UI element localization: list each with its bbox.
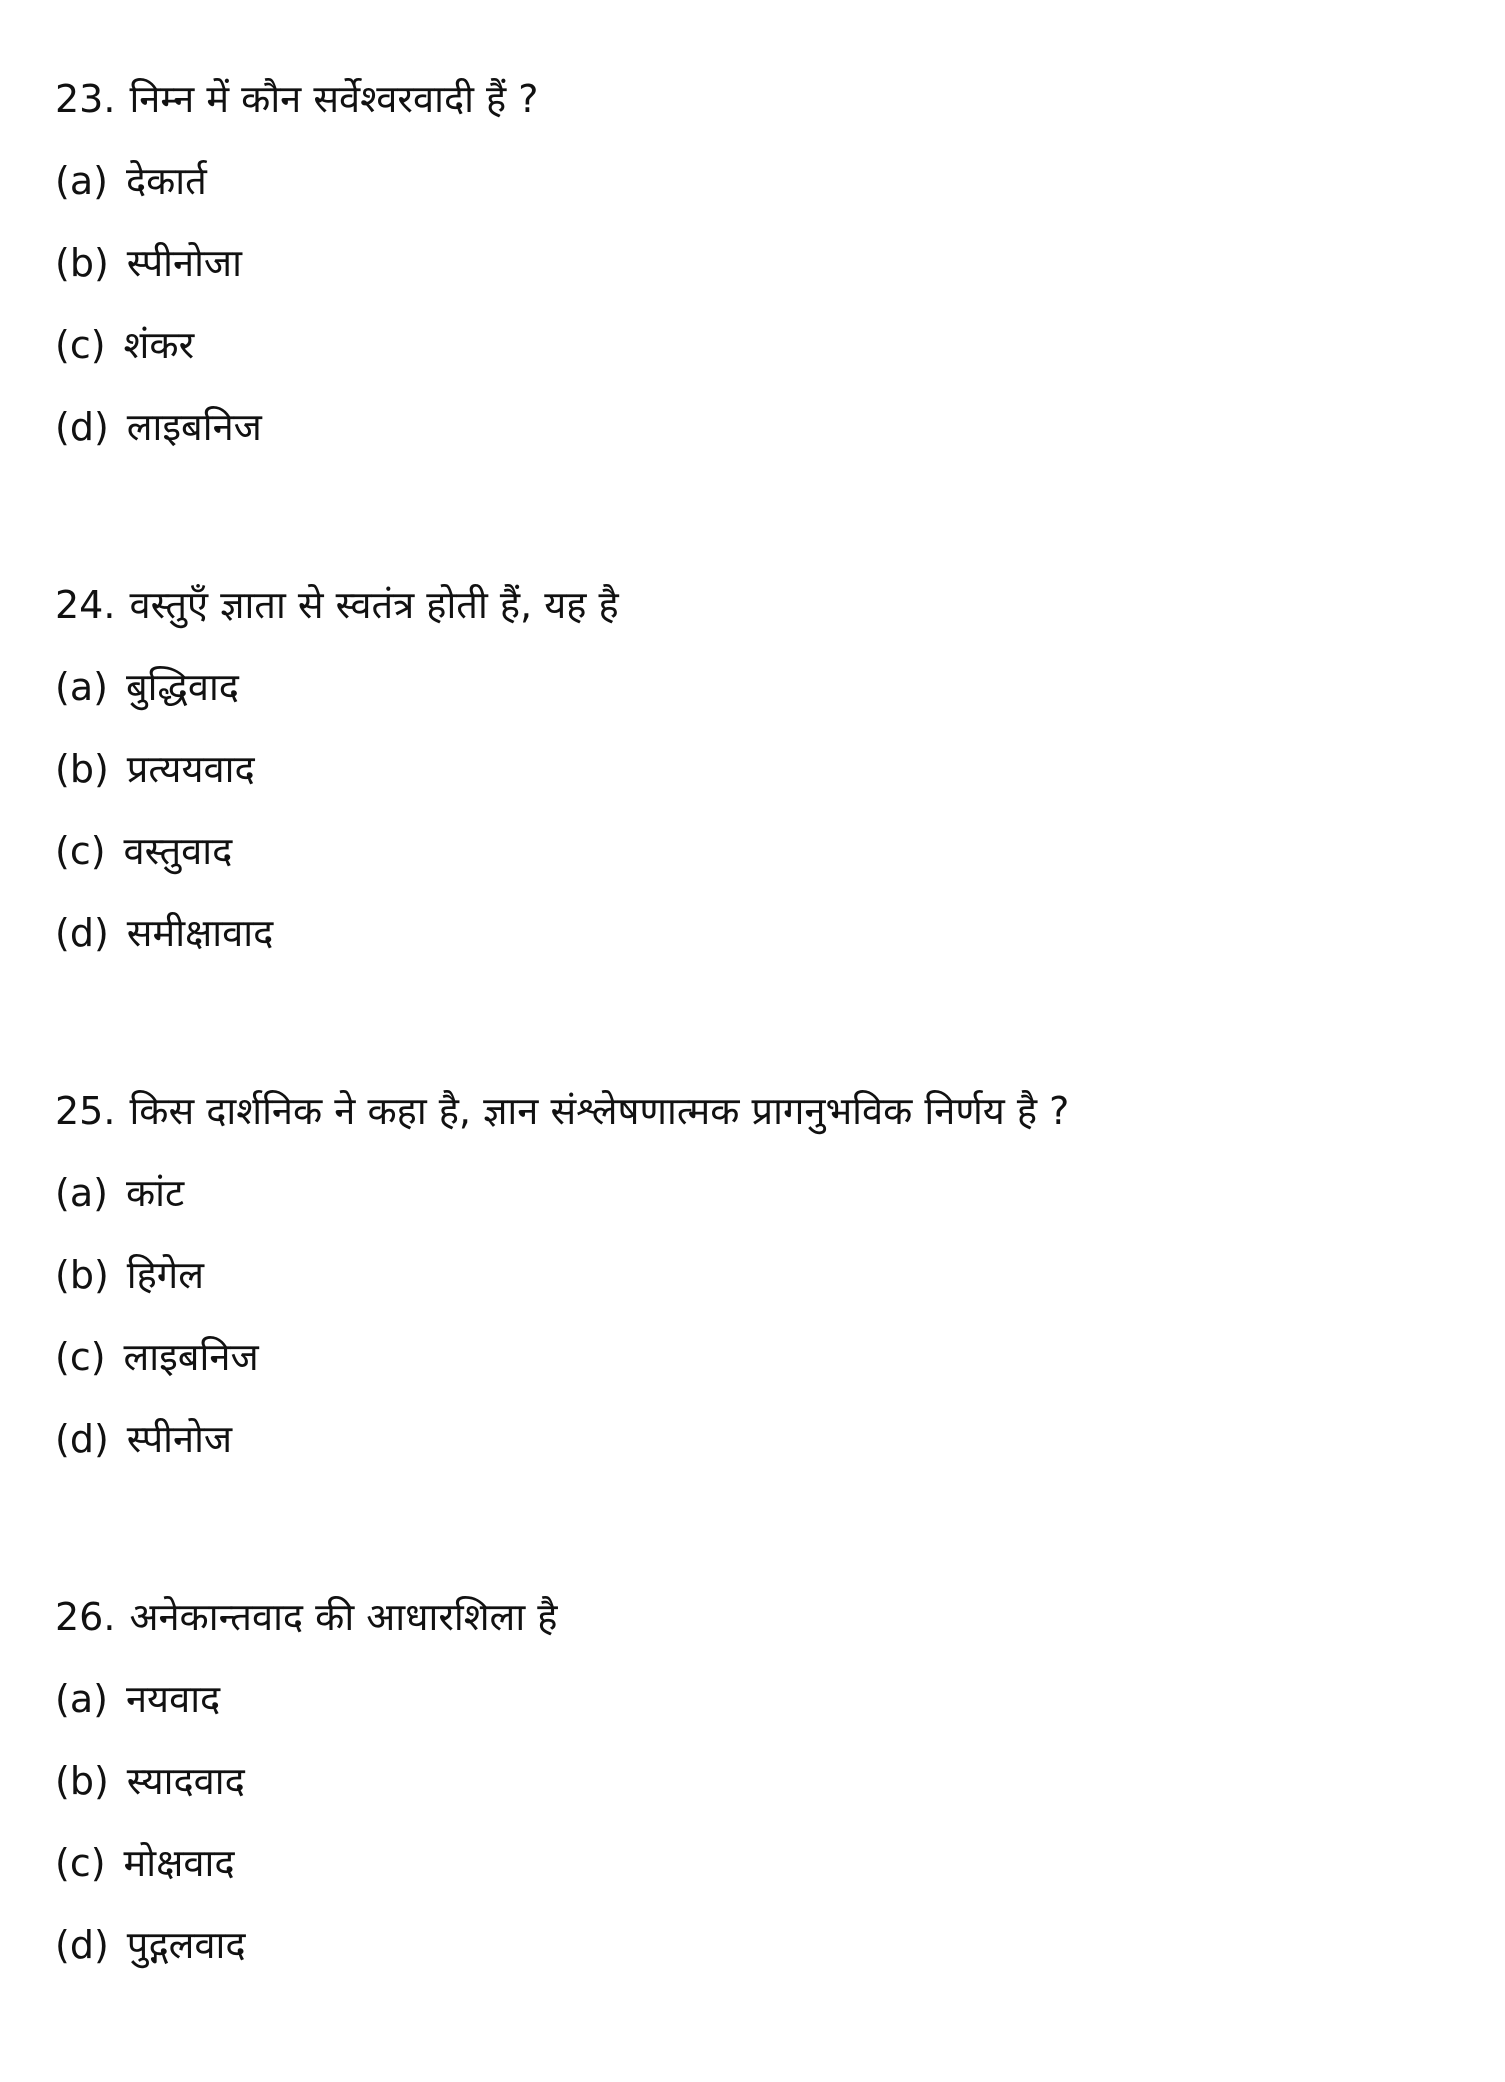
option-label: (b) [55, 747, 109, 791]
question-number: 24. [55, 583, 116, 627]
option-label: (d) [55, 405, 109, 449]
option-b [55, 728, 1455, 810]
option-b [55, 222, 1455, 304]
option-a [55, 646, 1455, 728]
option-label: (d) [55, 1923, 109, 1967]
option-text: समीक्षावाद [126, 911, 274, 955]
option-text: प्रत्ययवाद [126, 747, 255, 791]
option-text: लाइबनिज [126, 405, 262, 449]
option-text: कांट [125, 1171, 185, 1215]
option-b [55, 1740, 1455, 1822]
option-text: स्पीनोज [126, 1417, 233, 1461]
option-label: (c) [55, 1335, 106, 1379]
option-a [55, 1658, 1455, 1740]
option-c [55, 1822, 1455, 1904]
option-text: पुद्गलवाद [126, 1923, 246, 1967]
question-stem [55, 1576, 1455, 1658]
option-text: स्यादवाद [126, 1759, 245, 1803]
question-text: अनेकान्तवाद की आधारशिला है [129, 1595, 558, 1639]
option-label: (c) [55, 829, 106, 873]
question-text: वस्तुएँ ज्ञाता से स्वतंत्र होती हैं, यह है [129, 583, 619, 627]
option-label: (a) [55, 159, 108, 203]
option-label: (a) [55, 665, 108, 709]
option-label: (a) [55, 1171, 108, 1215]
question-stem [55, 58, 1455, 140]
question-number: 25. [55, 1089, 116, 1133]
option-text: हिगेल [126, 1253, 204, 1297]
question-text: निम्न में कौन सर्वेश्वरवादी हैं ? [129, 77, 539, 121]
option-text: मोक्षवाद [123, 1841, 235, 1885]
option-label: (c) [55, 1841, 106, 1885]
option-text: बुद्धिवाद [125, 665, 239, 709]
option-label: (a) [55, 1677, 108, 1721]
question-25 [55, 1070, 1455, 1480]
option-text: शंकर [123, 323, 195, 367]
option-b [55, 1234, 1455, 1316]
option-d [55, 1904, 1455, 1986]
question-stem [55, 564, 1455, 646]
question-number: 23. [55, 77, 116, 121]
option-c [55, 1316, 1455, 1398]
question-text: किस दार्शनिक ने कहा है, ज्ञान संश्लेषणात्मक प्रागनुभविक निर्णय है ? [129, 1089, 1070, 1133]
option-c [55, 304, 1455, 386]
option-label: (b) [55, 1759, 109, 1803]
option-text: लाइबनिज [123, 1335, 259, 1379]
option-a [55, 140, 1455, 222]
question-23 [55, 58, 1455, 468]
question-page [55, 58, 1455, 2082]
option-text: स्पीनोजा [126, 241, 242, 285]
option-text: नयवाद [125, 1677, 221, 1721]
option-d [55, 386, 1455, 468]
option-label: (d) [55, 1417, 109, 1461]
question-stem [55, 1070, 1455, 1152]
option-d [55, 892, 1455, 974]
option-label: (b) [55, 241, 109, 285]
question-number: 26. [55, 1595, 116, 1639]
question-24 [55, 564, 1455, 974]
option-label: (d) [55, 911, 109, 955]
option-label: (b) [55, 1253, 109, 1297]
question-26 [55, 1576, 1455, 1986]
option-a [55, 1152, 1455, 1234]
option-d [55, 1398, 1455, 1480]
option-text: देकार्त [125, 159, 207, 203]
option-label: (c) [55, 323, 106, 367]
option-c [55, 810, 1455, 892]
option-text: वस्तुवाद [123, 829, 233, 873]
